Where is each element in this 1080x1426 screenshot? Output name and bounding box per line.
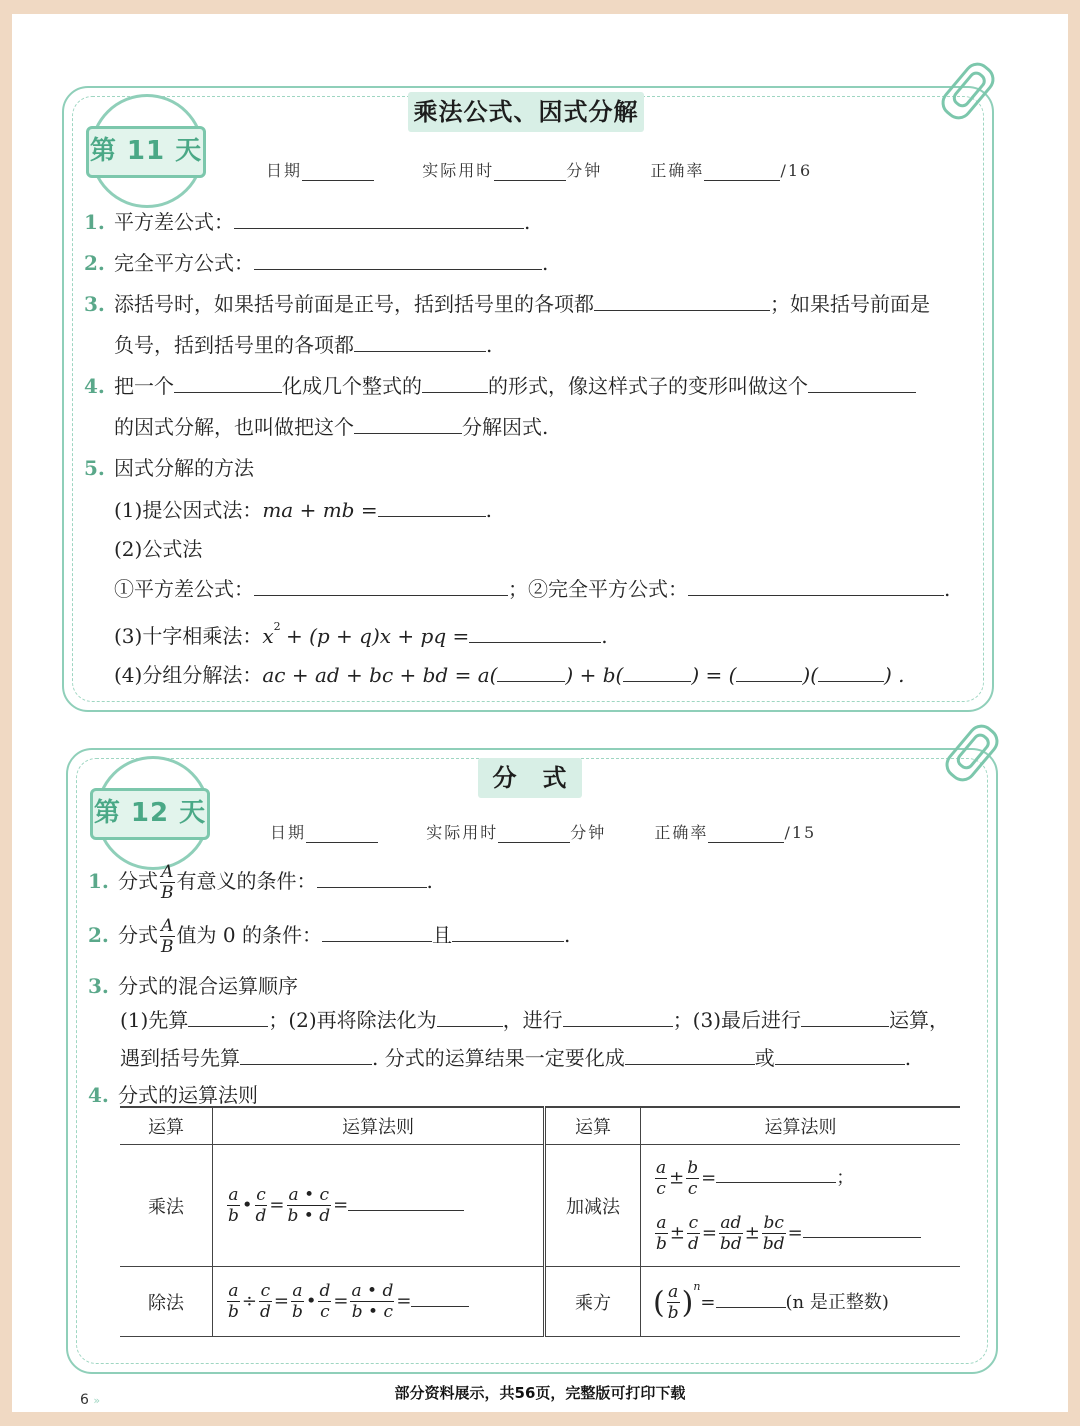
time-field[interactable] [498, 826, 570, 843]
date-field[interactable] [302, 164, 374, 181]
q11-5-2: (2)公式法 [114, 537, 203, 561]
answer-blank[interactable] [469, 624, 601, 643]
answer-blank[interactable] [688, 577, 944, 596]
header-op: 运算 [545, 1107, 641, 1145]
answer-blank[interactable] [716, 1164, 836, 1183]
op-divide: 除法 [120, 1267, 213, 1337]
answer-blank[interactable] [623, 663, 691, 682]
answer-blank[interactable] [317, 869, 427, 888]
op-power: 乘方 [545, 1267, 641, 1337]
answer-blank[interactable] [497, 663, 565, 682]
answer-blank[interactable] [240, 1046, 372, 1065]
q11-5-1: (1)提公因式法：ma + mb = . [114, 498, 492, 522]
answer-blank[interactable] [625, 1046, 755, 1065]
date-label: 日期 [270, 823, 307, 842]
day12-badge: 第 12 天 [90, 788, 210, 840]
page-number: 6 » [80, 1392, 101, 1408]
q12-3: 3. 分式的混合运算顺序 [88, 974, 298, 998]
q12-1: 1. 分式 $\frac{A}{B}$ 有意义的条件： . [88, 862, 433, 903]
footer-note: 部分资料展示，共56页，完整版可打印下载 [394, 1384, 686, 1402]
answer-blank[interactable] [808, 374, 916, 393]
q11-3b: 负号，括到括号里的各项都 . [114, 333, 493, 357]
answer-blank[interactable] [801, 1008, 889, 1027]
answer-blank[interactable] [322, 923, 432, 942]
time-label: 实际用时 [422, 161, 495, 180]
op-add-subtract: 加减法 [545, 1145, 641, 1267]
header-op: 运算 [120, 1107, 213, 1145]
answer-blank[interactable] [716, 1289, 786, 1308]
answer-blank[interactable] [422, 374, 488, 393]
time-field[interactable] [494, 164, 566, 181]
q12-4: 4. 分式的运算法则 [88, 1083, 258, 1107]
q12-3b: 遇到括号先算 . 分式的运算结果一定要化成 或 . [120, 1046, 912, 1070]
rule-divide: $\frac{a}{b}$ ÷ $\frac{c}{d}$ = $\frac{a}{b}$ • $\frac{d}{c}$ = $\frac{a • d}{b • c}$ = [213, 1267, 545, 1337]
answer-blank[interactable] [254, 577, 508, 596]
rule-multiply: $\frac{a}{b}$ • $\frac{c}{d}$ = $\frac{a • c}{b • d}$ = [213, 1145, 545, 1267]
answer-blank[interactable] [818, 663, 884, 682]
answer-blank[interactable] [354, 333, 486, 352]
day12-title: 分 式 [478, 758, 582, 798]
q11-1: 1. 平方差公式： . [84, 210, 531, 234]
answer-blank[interactable] [452, 923, 564, 942]
answer-blank[interactable] [411, 1288, 469, 1307]
answer-blank[interactable] [174, 374, 282, 393]
answer-blank[interactable] [354, 415, 462, 434]
q11-2: 2. 完全平方公式： . [84, 251, 549, 275]
q11-5: 5. 因式分解的方法 [84, 456, 254, 480]
accuracy-label: 正确率 [650, 161, 705, 180]
time-label: 实际用时 [426, 823, 499, 842]
date-field[interactable] [306, 826, 378, 843]
q12-2: 2. 分式 $\frac{A}{B}$ 值为 0 的条件： 且 . [88, 916, 571, 957]
q11-4b: 的因式分解，也叫做把这个 分解因式. [114, 415, 549, 439]
operation-rules-table [120, 1106, 960, 1337]
accuracy-label: 正确率 [654, 823, 709, 842]
answer-blank[interactable] [188, 1008, 268, 1027]
q11-5-2ab: ①平方差公式： ；②完全平方公式： . [114, 577, 951, 601]
rule-add-subtract: $\frac{a}{c}$ ± $\frac{b}{c}$ = ； $\frac{a}{b}$ ± $\frac{c}{d}$ = $\frac{ad}{bd}$ ± $\frac{bc}{bd}$ = [641, 1145, 961, 1267]
day11-meta: 日期 实际用时 分钟 正确率 /16 [266, 161, 813, 180]
q12-3a: (1)先算 ；(2)再将除法化为 ，进行 ；(3)最后进行 运算， [120, 1008, 950, 1032]
header-rule: 运算法则 [641, 1107, 961, 1145]
day12-meta: 日期 实际用时 分钟 正确率 /15 [270, 823, 817, 842]
answer-blank[interactable] [378, 498, 486, 517]
answer-blank[interactable] [348, 1192, 464, 1211]
answer-blank[interactable] [234, 210, 524, 229]
rule-power: ( $\frac{a}{b}$ )$^n$= (n 是正整数) [641, 1267, 961, 1337]
date-label: 日期 [266, 161, 303, 180]
header-rule: 运算法则 [213, 1107, 545, 1145]
day11-title: 乘法公式、因式分解 [408, 92, 644, 132]
q11-5-3: (3)十字相乘法：x 2 + (p + q)x + pq = . [114, 620, 608, 648]
q11-4a: 4. 把一个 化成几个整式的 的形式，像这样式子的变形叫做这个 [84, 370, 916, 399]
accuracy-field[interactable] [704, 164, 780, 181]
answer-blank[interactable] [775, 1046, 905, 1065]
q11-5-4: (4)分组分解法：ac + ad + bc + bd = a( ) + b( ) = ( )( ) . [114, 663, 905, 687]
answer-blank[interactable] [437, 1008, 503, 1027]
q11-3a: 3. 添括号时，如果括号前面是正号，括到括号里的各项都 ；如果括号前面是 [84, 292, 930, 316]
answer-blank[interactable] [803, 1219, 921, 1238]
accuracy-field[interactable] [708, 826, 784, 843]
answer-blank[interactable] [594, 292, 770, 311]
day11-badge: 第 11 天 [86, 126, 206, 178]
answer-blank[interactable] [736, 663, 802, 682]
op-multiply: 乘法 [120, 1145, 213, 1267]
answer-blank[interactable] [563, 1008, 673, 1027]
answer-blank[interactable] [254, 251, 542, 270]
